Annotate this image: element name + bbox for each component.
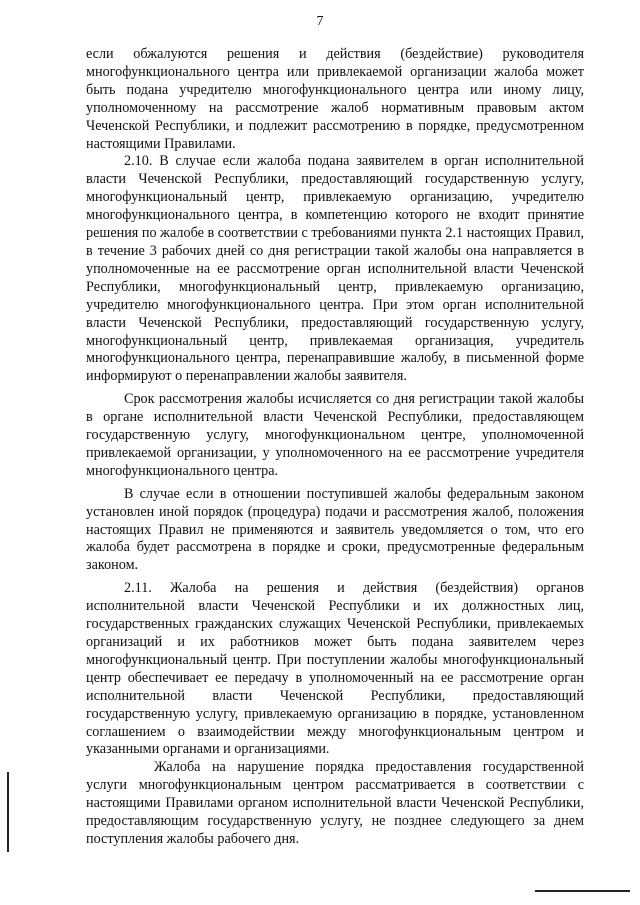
paragraph-clause-2-11: 2.11. Жалоба на решения и действия (бездействия) органов исполнительной власти Чеченской Республики и их должностных лиц, государственных гражданских служащих Чеченской Республики, привлекаемых организаций и их работников может быть подана заявителем через многофункциональный центр. При поступлении жалобы многофункциональный центр обеспечивает ее передачу в уполномоченный на ее рассмотрение орган исполнительной власти Чеченской Республики, предоставляющий государственную услугу, привлекаемую организацию в порядке, установленном соглашением о взаимодействии между многофункциональным центром и указанными органами и организациями. bbox=[86, 580, 584, 758]
paragraph-clause-2-10: 2.10. В случае если жалоба подана заявителем в орган исполнительной власти Чеченской Республики, предоставляющий государственную услугу, многофункциональный центр, привлекаемую организацию, учредителю многофункционального центра, в компетенцию которого не входит принятие решения по жалобе в соответствии с требованиями пункта 2.1 настоящих Правил, в течение 3 рабочих дней со дня регистрации такой жалобы она направляется в уполномоченные на ее рассмотрение орган исполнительной власти Чеченской Республики, многофункциональный центр, привлекаемую организацию, учредителю многофункционального центра. При этом орган исполнительной власти Чеченской Республики, предоставляющий государственную услугу, многофункциональный центр, привлекаемая организация, учредитель многофункционального центра, перенаправившие жалобу, в письменной форме информируют о перенаправлении жалобы заявителя. bbox=[86, 153, 584, 385]
page-number: 7 bbox=[316, 14, 324, 29]
paragraph-federal-law: В случае если в отношении поступившей жалобы федеральным законом установлен иной порядок (процедура) подачи и рассмотрения жалоб, положения настоящих Правил не применяются и заявитель уведомляется о том, что его жалоба будет рассмотрена в порядке и сроки, предусмотренные федеральным законом. bbox=[86, 485, 584, 574]
paragraph-complaint-continuation: если обжалуются решения и действия (бездействие) руководителя многофункционального центра или привлекаемой организации жалоба может быть подана учредителю многофункционального центра или иному лицу, уполномоченному на рассмотрение жалоб нормативным правовым актом Чеченской Республики, и подлежит рассмотрению в порядке, предусмотренном настоящими Правилами. bbox=[86, 46, 584, 152]
document-body bbox=[86, 46, 584, 849]
scan-margin-mark bbox=[7, 772, 9, 852]
footer-rule bbox=[535, 890, 630, 892]
paragraph-review-period: Срок рассмотрения жалобы исчисляется со дня регистрации такой жалобы в органе исполнительной власти Чеченской Республики, предоставляющем государственную услугу, многофункциональном центре, уполномоченной привлекаемой организации, у уполномоченного на ее рассмотрение учредителя многофункционального центра. bbox=[86, 391, 584, 479]
paragraph-mfc-complaint: Жалоба на нарушение порядка предоставления государственной услуги многофункциональным центром рассматривается в соответствии с настоящими Правилами органом исполнительной власти Чеченской Республики, предоставляющим государственную услугу, не позднее следующего за днем поступления жалобы рабочего дня. bbox=[86, 759, 584, 847]
